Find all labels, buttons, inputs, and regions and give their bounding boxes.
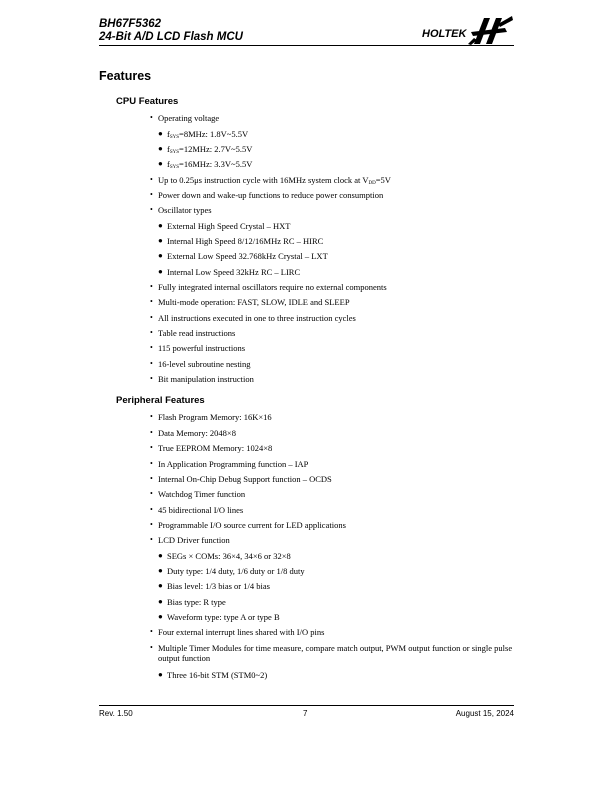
bullet-icon: ● [158, 159, 163, 168]
list-item: • Up to 0.25μs instruction cycle with 16MHz system clock at $V_{DD}=5V$ [150, 175, 391, 186]
bullet-icon: • [150, 359, 153, 368]
list-item: ● Internal High Speed 8/12/16MHz RC – HIRC [158, 236, 324, 246]
list-item: • Flash Program Memory: 16K×16 [150, 412, 272, 422]
holtek-logo [422, 14, 514, 46]
list-item: ● $f_{SYS}=12MHz$: 2.7V~5.5V [158, 144, 253, 155]
list-item: • Bit manipulation instruction [150, 374, 254, 384]
footer-date: August 15, 2024 [455, 709, 514, 718]
list-item: • Oscillator types [150, 205, 212, 215]
bullet-icon: • [150, 459, 153, 468]
bullet-icon: • [150, 343, 153, 352]
logo-mark-icon [468, 16, 513, 45]
list-item: • Watchdog Timer function [150, 489, 246, 499]
bullet-icon: • [150, 113, 153, 122]
list-item: • True EEPROM Memory: 1024×8 [150, 443, 273, 453]
cpu-features-heading: CPU Features [116, 96, 179, 107]
footer-revision: Rev. 1.50 [99, 709, 133, 718]
bullet-icon: • [150, 489, 153, 498]
footer-rule [99, 705, 514, 706]
list-item: • 115 powerful instructions [150, 343, 246, 353]
list-item: • Operating voltage [150, 113, 220, 123]
bullet-icon: • [150, 474, 153, 483]
list-item: ● Waveform type: type A or type B [158, 612, 280, 622]
bullet-icon: • [150, 643, 153, 652]
list-item: • Table read instructions [150, 328, 236, 338]
bullet-icon: ● [158, 670, 163, 679]
bullet-icon: ● [158, 129, 163, 138]
peripheral-features-heading: Peripheral Features [116, 395, 205, 406]
bullet-icon: • [150, 297, 153, 306]
logo-text: HOLTEK [422, 28, 467, 40]
list-item: ● External High Speed Crystal – HXT [158, 221, 291, 231]
bullet-icon: • [150, 505, 153, 514]
bullet-icon: • [150, 412, 153, 421]
list-item: ● Bias type: R type [158, 597, 226, 607]
bullet-icon: ● [158, 267, 163, 276]
bullet-icon: ● [158, 251, 163, 260]
bullet-icon: • [150, 175, 153, 184]
list-item: • 45 bidirectional I/O lines [150, 505, 244, 515]
list-item: • All instructions executed in one to three instruction cycles [150, 313, 356, 323]
document-subtitle: 24-Bit A/D LCD Flash MCU [99, 31, 243, 43]
list-item: ● Bias level: 1/3 bias or 1/4 bias [158, 581, 270, 591]
bullet-icon: ● [158, 566, 163, 575]
list-item: • Data Memory: 2048×8 [150, 428, 236, 438]
list-item: • 16-level subroutine nesting [150, 359, 251, 369]
footer-page-number: 7 [303, 709, 308, 718]
bullet-icon: • [150, 190, 153, 199]
bullet-icon: • [150, 627, 153, 636]
list-item: ● Internal Low Speed 32kHz RC – LIRC [158, 267, 301, 277]
bullet-icon: ● [158, 144, 163, 153]
bullet-icon: • [150, 443, 153, 452]
list-item: ● $f_{SYS}=16MHz$: 3.3V~5.5V [158, 159, 253, 170]
bullet-icon: ● [158, 612, 163, 621]
page-title: Features [99, 69, 152, 83]
list-item: • In Application Programming function – IAP [150, 459, 309, 469]
bullet-icon: ● [158, 581, 163, 590]
list-item: • Programmable I/O source current for LED applications [150, 520, 346, 530]
bullet-icon: ● [158, 221, 163, 230]
list-item: • Multiple Timer Modules for time measure, compare match output, PWM output function or single pulse output function [150, 643, 513, 663]
list-item: ● External Low Speed 32.768kHz Crystal – LXT [158, 251, 328, 261]
list-item: • Internal On-Chip Debug Support function – OCDS [150, 474, 332, 484]
list-item: • Four external interrupt lines shared with I/O pins [150, 627, 325, 637]
bullet-icon: • [150, 535, 153, 544]
bullet-icon: • [150, 374, 153, 383]
list-item: ● Duty type: 1/4 duty, 1/6 duty or 1/8 duty [158, 566, 305, 576]
bullet-icon: ● [158, 597, 163, 606]
bullet-icon: ● [158, 551, 163, 560]
list-item: ● Three 16-bit STM (STM0~2) [158, 670, 268, 680]
bullet-icon: • [150, 313, 153, 322]
header-rule [99, 45, 514, 46]
bullet-icon: • [150, 205, 153, 214]
list-item: ● SEGs × COMs: 36×4, 34×6 or 32×8 [158, 551, 291, 561]
bullet-icon: • [150, 428, 153, 437]
list-item: • Power down and wake-up functions to reduce power consumption [150, 190, 384, 200]
list-item: ● $f_{SYS}=8MHz$: 1.8V~5.5V [158, 129, 249, 140]
list-item: • Fully integrated internal oscillators require no external components [150, 282, 387, 292]
list-item: • LCD Driver function [150, 535, 230, 545]
bullet-icon: • [150, 520, 153, 529]
list-item: • Multi-mode operation: FAST, SLOW, IDLE and SLEEP [150, 297, 350, 307]
page-header [99, 18, 514, 48]
part-number: BH67F5362 [99, 18, 162, 30]
bullet-icon: • [150, 282, 153, 291]
bullet-icon: ● [158, 236, 163, 245]
bullet-icon: • [150, 328, 153, 337]
